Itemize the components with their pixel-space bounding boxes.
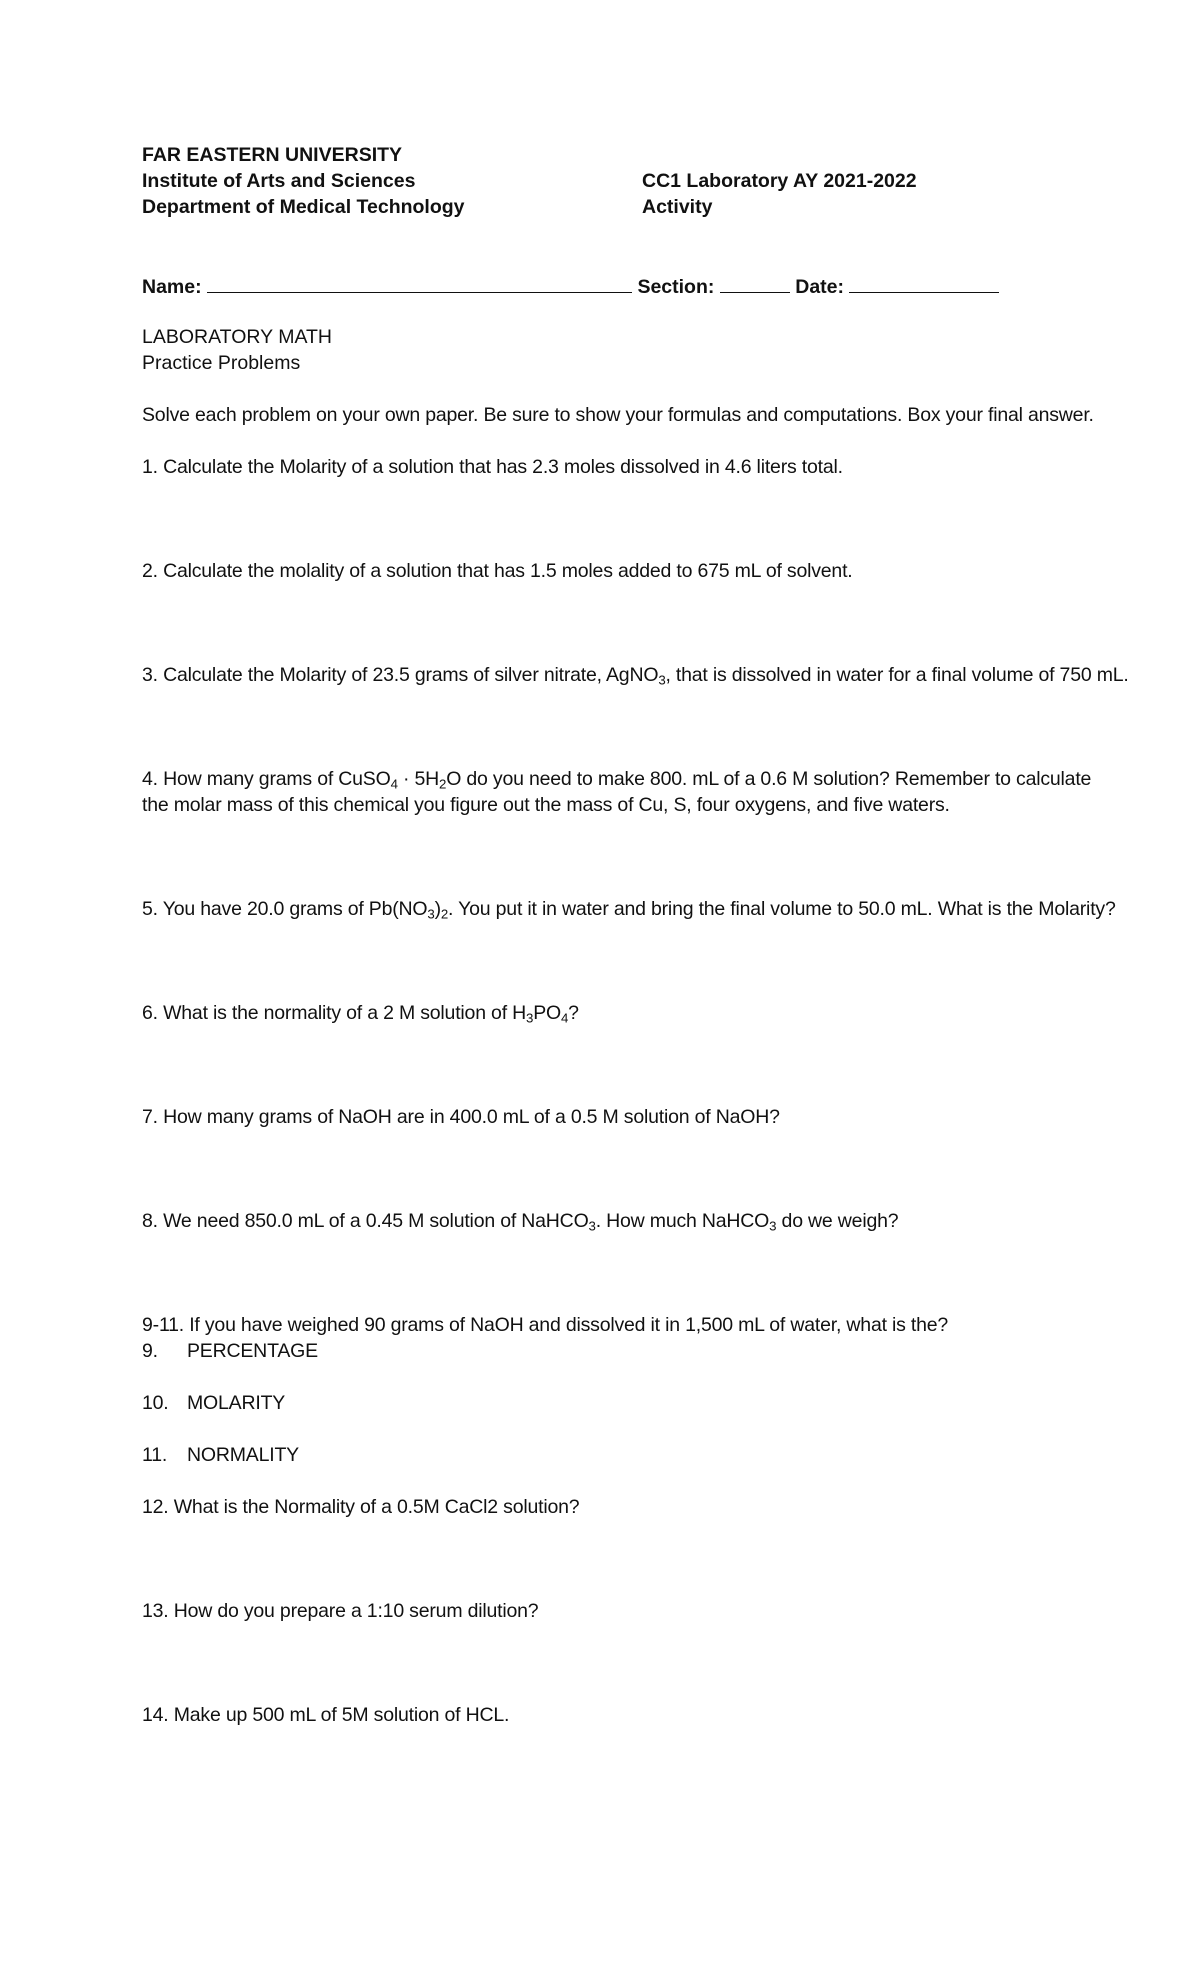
problem-4 xyxy=(142,766,1091,818)
header-right xyxy=(642,168,917,220)
date-field[interactable] xyxy=(849,272,999,293)
problem-7: 7. How many grams of NaOH are in 400.0 mL of a 0.5 M solution of NaOH? xyxy=(142,1106,780,1128)
problem-14: 14. Make up 500 mL of 5M solution of HCL. xyxy=(142,1704,510,1726)
problem-6-sub-2: 4 xyxy=(560,1010,569,1026)
problem-4-sub-2: 2 xyxy=(439,776,447,792)
problem-3 xyxy=(142,662,1129,688)
title-block xyxy=(142,324,332,376)
problem-3-text-b: , that is dissolved in water for a final volume of 750 mL. xyxy=(665,664,1129,686)
student-info-line xyxy=(142,272,999,300)
problem-9 xyxy=(142,1338,318,1364)
problem-4-line-2: the molar mass of this chemical you figure out the mass of Cu, S, four oxygens, and five waters. xyxy=(142,794,950,816)
problem-5-sub-1: 3 xyxy=(427,906,435,922)
problem-8-text-b: . How much NaHCO xyxy=(595,1210,770,1232)
title-sub: Practice Problems xyxy=(142,352,301,374)
problem-6-text-b: PO xyxy=(533,1002,561,1024)
problem-6 xyxy=(142,1000,579,1026)
problem-11 xyxy=(142,1442,299,1468)
problem-10 xyxy=(142,1390,285,1416)
problem-5-text-a: 5. You have 20.0 grams of Pb(NO xyxy=(142,898,428,920)
problem-9-label: PERCENTAGE xyxy=(187,1340,318,1362)
problem-6-text-a: 6. What is the normality of a 2 M solution of H xyxy=(142,1002,527,1024)
problem-5-text-c: . You put it in water and bring the final volume to 50.0 mL. What is the Molarity? xyxy=(448,898,1116,920)
problem-13: 13. How do you prepare a 1:10 serum dilution? xyxy=(142,1600,539,1622)
section-label: Section: xyxy=(637,276,715,298)
institute-name: Institute of Arts and Sciences xyxy=(142,170,416,192)
problem-12: 12. What is the Normality of a 0.5M CaCl2 solution? xyxy=(142,1496,580,1518)
problem-5-text-b: ) xyxy=(434,898,441,920)
problem-5-sub-2: 2 xyxy=(440,906,449,922)
problem-3-sub-1: 3 xyxy=(658,672,666,688)
problem-8-text-a: 8. We need 850.0 mL of a 0.45 M solution of NaHCO xyxy=(142,1210,589,1232)
problem-4-text-c: O do you need to make 800. mL of a 0.6 M solution? Remember to calculate xyxy=(446,768,1092,790)
problem-3-text-a: 3. Calculate the Molarity of 23.5 grams of silver nitrate, AgNO xyxy=(142,664,659,686)
date-label: Date: xyxy=(795,276,844,298)
problem-8 xyxy=(142,1208,898,1234)
problem-6-sub-1: 3 xyxy=(526,1010,534,1026)
name-label: Name: xyxy=(142,276,202,298)
problem-4-text-a: 4. How many grams of CuSO xyxy=(142,768,391,790)
problem-1: 1. Calculate the Molarity of a solution that has 2.3 moles dissolved in 4.6 liters total. xyxy=(142,456,843,478)
problem-4-line-1 xyxy=(142,766,1091,792)
department-name: Department of Medical Technology xyxy=(142,196,465,218)
problem-8-text-c: do we weigh? xyxy=(776,1210,899,1232)
name-field[interactable] xyxy=(207,272,632,293)
instructions: Solve each problem on your own paper. Be sure to show your formulas and computations. Box your final answer. xyxy=(142,404,1094,426)
problem-4-sub-1: 4 xyxy=(390,776,398,792)
section-field[interactable] xyxy=(720,272,790,293)
problem-9-number: 9. xyxy=(142,1340,158,1362)
problem-10-label: MOLARITY xyxy=(187,1392,286,1414)
problem-9-11-stem: 9-11. If you have weighed 90 grams of NaOH and dissolved it in 1,500 mL of water, what is the? xyxy=(142,1314,949,1336)
activity-label: Activity xyxy=(642,196,713,218)
problem-5 xyxy=(142,896,1116,922)
problem-6-text-c: ? xyxy=(568,1002,579,1024)
problem-10-number: 10. xyxy=(142,1392,169,1414)
problem-4-text-b: · 5H xyxy=(397,768,440,790)
title-main: LABORATORY MATH xyxy=(142,326,332,348)
university-name: FAR EASTERN UNIVERSITY xyxy=(142,144,403,166)
course-title: CC1 Laboratory AY 2021-2022 xyxy=(642,170,917,192)
problem-8-sub-2: 3 xyxy=(769,1218,777,1234)
header-left xyxy=(142,142,465,220)
problem-11-label: NORMALITY xyxy=(187,1444,299,1466)
problem-11-number: 11. xyxy=(142,1444,168,1466)
problem-2: 2. Calculate the molality of a solution that has 1.5 moles added to 675 mL of solvent. xyxy=(142,560,853,582)
problem-8-sub-1: 3 xyxy=(588,1218,596,1234)
